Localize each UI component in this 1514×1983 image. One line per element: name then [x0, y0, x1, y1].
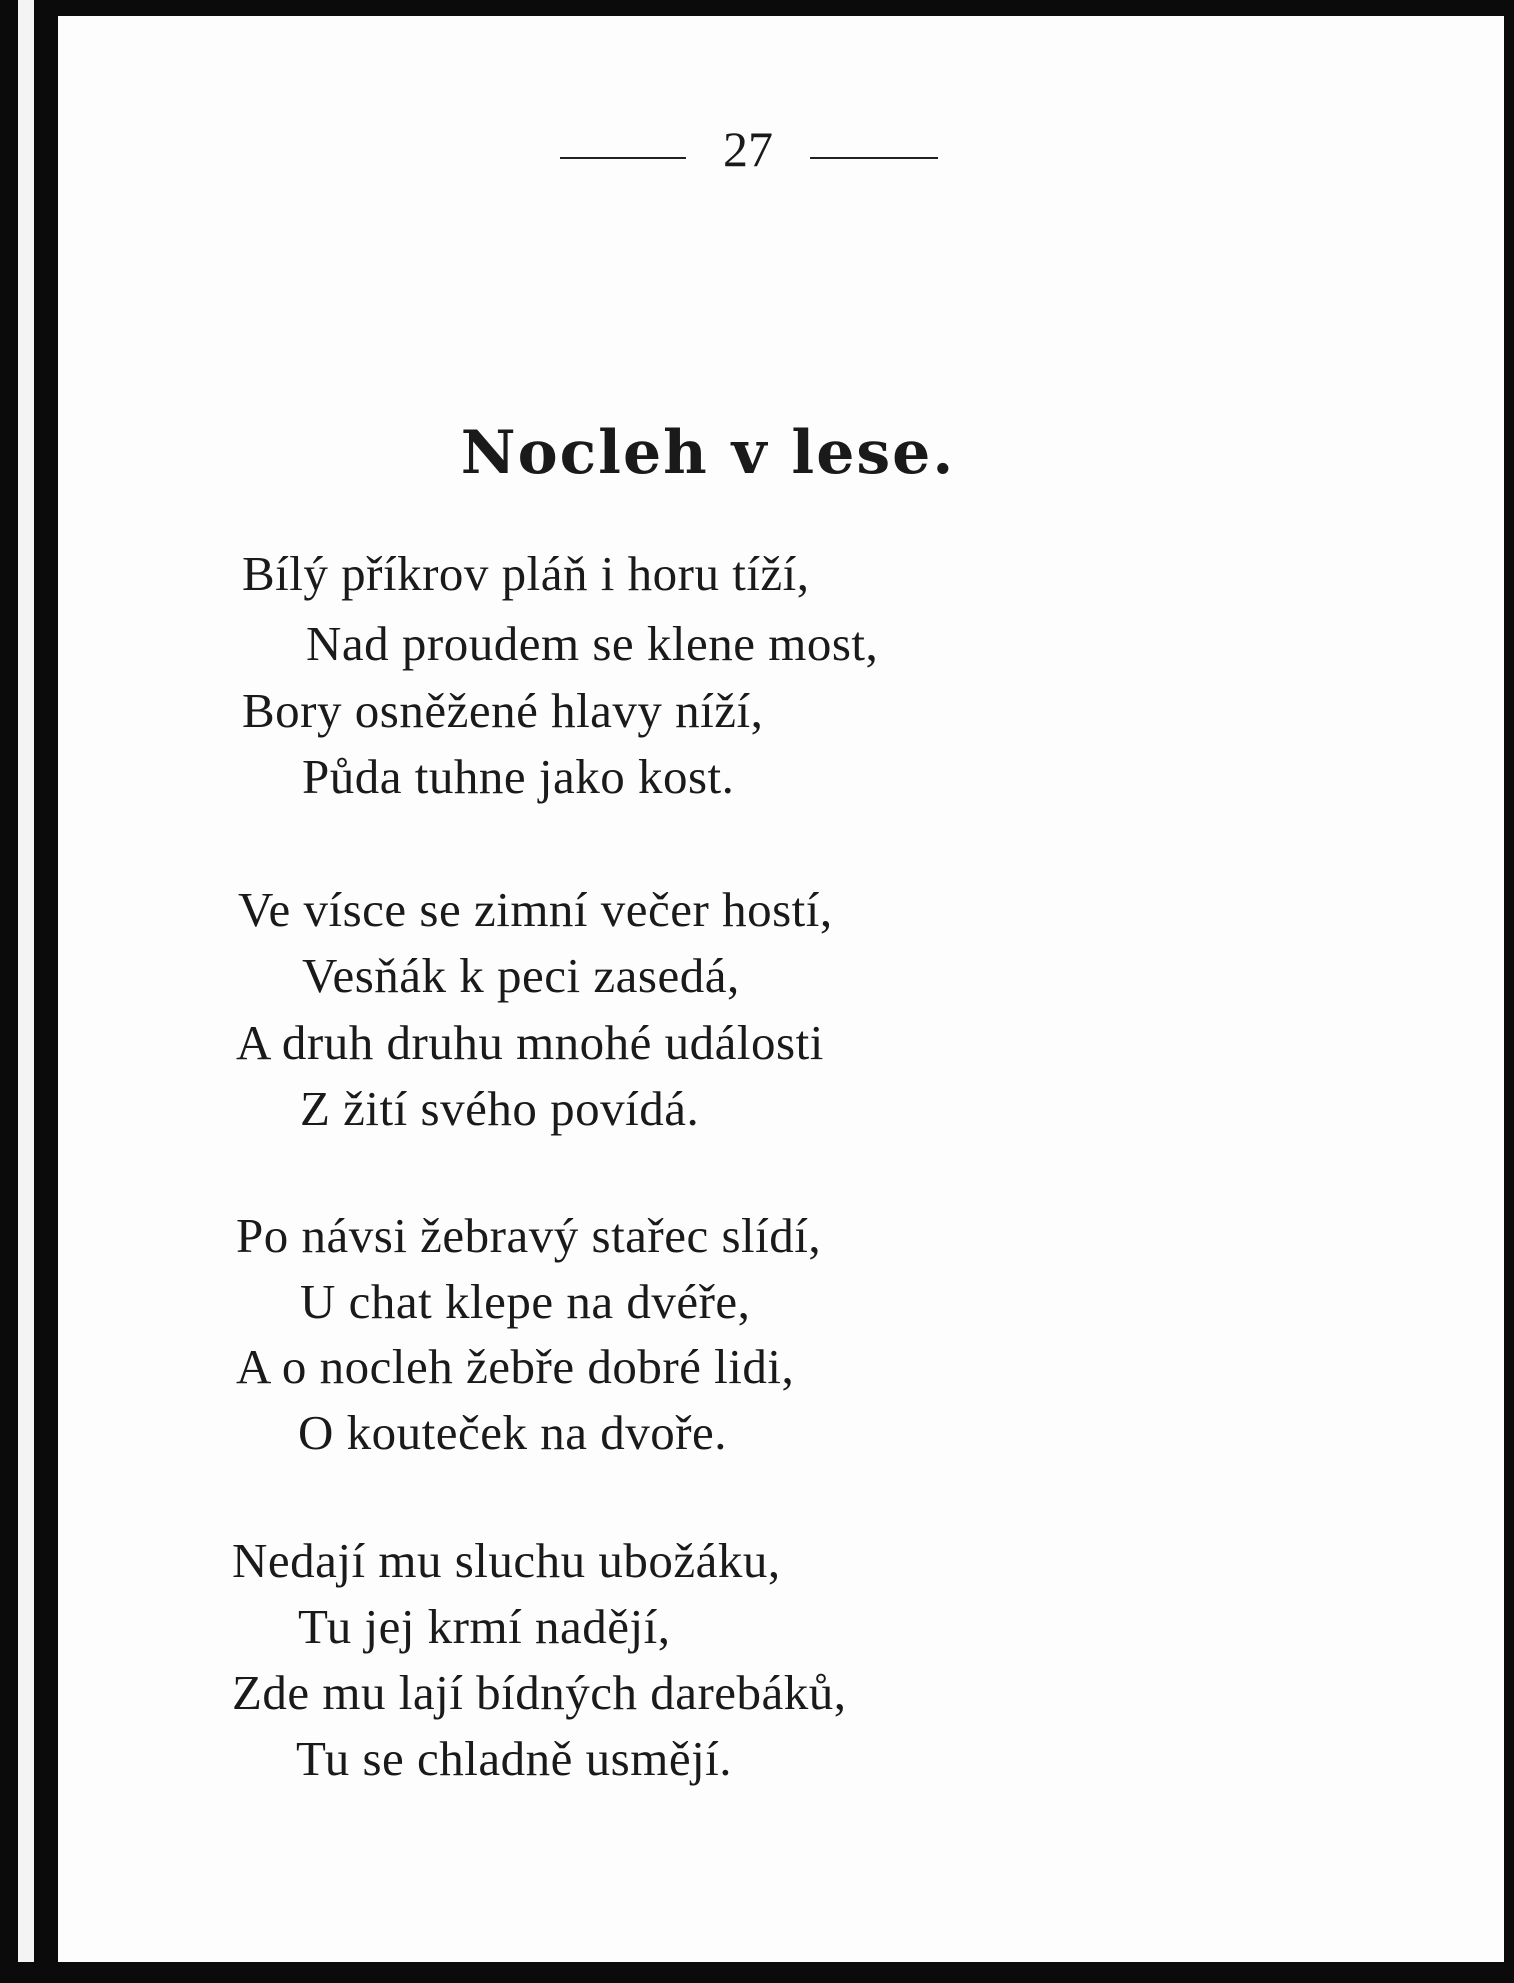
poem-line: Tu se chladně usmějí. [296, 1731, 733, 1786]
poem-line: Bory osněžené hlavy níží, [242, 683, 764, 738]
poem-line: A druh druhu mnohé události [236, 1015, 824, 1070]
header-rule-left [560, 157, 686, 159]
page-number: 27 [723, 121, 773, 177]
page-header [560, 119, 940, 179]
poem-line: A o nocleh žebře dobré lidi, [236, 1339, 795, 1394]
header-rule-right [810, 157, 938, 159]
scan-border-right [1504, 0, 1514, 1983]
scan-border-bottom [0, 1962, 1514, 1983]
poem-line: Nad proudem se klene most, [306, 616, 879, 671]
poem-line: U chat klepe na dvéře, [300, 1274, 751, 1329]
poem-title: Nocleh v lese. [460, 418, 956, 488]
poem-line: Zde mu lají bídných darebáků, [232, 1665, 847, 1720]
poem-line: Ve vísce se zimní večer hostí, [238, 882, 833, 937]
poem-line: Půda tuhne jako kost. [302, 749, 735, 804]
poem-line: Nedají mu sluchu ubožáku, [232, 1533, 781, 1588]
poem-line: O kouteček na dvoře. [298, 1405, 728, 1460]
book-page [58, 16, 1504, 1962]
scan-border-top [0, 0, 1514, 16]
poem-line: Z žití svého povídá. [300, 1081, 700, 1136]
poem-line: Po návsi žebravý stařec slídí, [236, 1208, 822, 1263]
poem-line: Tu jej krmí nadějí, [298, 1599, 671, 1654]
poem-line: Bílý příkrov pláň i horu tíží, [242, 546, 810, 601]
poem-line: Vesňák k peci zasedá, [302, 948, 740, 1003]
scan-border-left-inner [18, 0, 34, 1983]
